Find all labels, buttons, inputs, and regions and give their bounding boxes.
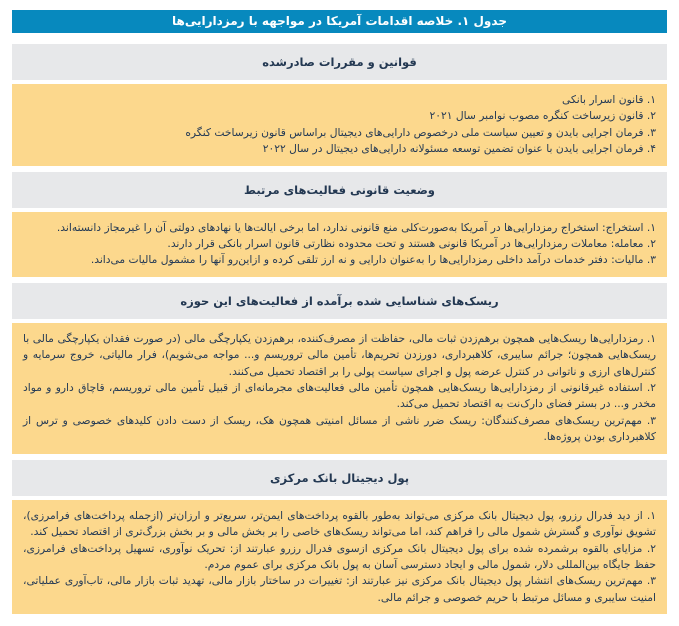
section-body-cbdc [12,500,667,614]
list-item: ۱. قانون اسرار بانکی [561,93,656,106]
section-body-identified-risks [12,323,667,454]
list-item: ۲. مزایای بالقوه برشمرده شده برای پول دیجیتال بانک مرکزی ازسوی فدرال رزرو عبارتند از: تحریک نوآوری، تسهیل پرداخت‌های فرامرزی، حفظ جایگاه بین‌المللی دلار، شمول مالی و ایجاد دسترسی آسان به پول بانک مرکزی برای عموم مردم. [23,541,656,571]
section-header-identified-risks: ریسک‌های شناسایی شده برآمده از فعالیت‌های این حوزه [12,283,667,319]
list-item: ۱. استخراج: استخراج رمزدارایی‌ها در آمریکا به‌صورت‌کلی منع قانونی ندارد، اما برخی ایالت‌ها یا نهادهای دولتی آن را غیرمجاز دانسته‌اند. [56,220,656,234]
section-legal-status [12,172,667,277]
section-identified-risks [12,283,667,454]
section-body-issued-laws [12,84,667,166]
list-item: ۴. فرمان اجرایی بایدن با عنوان تضمین توسعه مسئولانه دارایی‌های دیجیتال در سال ۲۰۲۲ [262,142,656,156]
section-header-legal-status: وضعیت قانونی فعالیت‌های مرتبط [12,172,667,208]
list-item: ۳. مهم‌ترین ریسک‌های انتشار پول دیجیتال بانک مرکزی نیز عبارتند از: تغییرات در ساختار بازار مالی، تهدید ثبات بازار مالی، تاب‌آوری عملیاتی، امنیت سایبری و مسائل مرتبط با حریم خصوصی و جرائم مالی. [23,574,656,604]
list-item: ۲. استفاده غیرقانونی از رمزدارایی‌ها ریسک‌هایی همچون تأمین مالی فعالیت‌های مجرمانه‌ای از قبیل تأمین مالی تروریسم، قاچاق دارو و مواد مخدر و... در بستر فضای دارک‌نت به اقتصاد تحمیل می‌کند. [23,381,656,411]
list-item: ۲. قانون زیرساخت کنگره مصوب نوامبر سال ۲۰۲۱ [429,109,656,123]
list-item: ۳. مالیات: دفتر خدمات درآمد داخلی رمزدارایی‌ها را به‌عنوان دارایی و نه ارز تلقی کرده و ازاین‌رو آنها را مشمول مالیات می‌داند. [90,253,656,267]
table-title: جدول ۱. خلاصه اقدامات آمریکا در مواجهه با رمزدارایی‌ها [12,10,667,33]
list-item: ۳. فرمان اجرایی بایدن و تعیین سیاست ملی درخصوص دارایی‌های دیجیتال براساس قانون زیرساخت کنگره [185,125,656,139]
list-item: ۲. معامله: معاملات رمزدارایی‌ها در آمریکا قانونی هستند و تحت محدوده نظارتی قانون اسرار بانکی قرار دارند. [167,237,656,251]
section-header-issued-laws: قوانین و مقررات صادرشده [12,44,667,80]
list-item: ۳. مهم‌ترین ریسک‌های مصرف‌کنندگان: ریسک ضرر ناشی از مسائل امنیتی همچون هک، ریسک از دست دادن کلیدهای خصوصی و ترس از کلاهبرداری بودن پروژه‌ها. [23,413,656,444]
section-issued-laws [12,44,667,166]
list-item: ۱. رمزدارایی‌ها ریسک‌هایی همچون برهم‌زدن ثبات مالی، حفاظت از مصرف‌کننده، برهم‌زدن یکپارچگی مالی (در صورت فقدان یکپارچگی مالی با ریسک‌هایی همچون؛ جرائم سایبری، کلاهبرداری، دورزدن تحریم‌ها، تأمین مالی تروریسم و... مواجه می‌شویم)، فرار مالیاتی، خروج سرمایه و کنترل‌های ارزی و ناتوانی در کنترل عرضه پول و اجرای سیاست پولی را بر اقتصاد تحمیل می‌کنند. [23,331,656,378]
list-item: ۱. از دید فدرال رزرو، پول دیجیتال بانک مرکزی می‌تواند به‌طور بالقوه پرداخت‌های ایمن‌تر، سریع‌تر و ارزان‌تر (ازجمله پرداخت‌های فرامرزی)، تشویق نوآوری و گسترش شمول مالی را فراهم کند، اما می‌تواند ریسک‌های خاصی را بر بخش مالی و بر بخش بزرگ‌تری از اقتصاد تحمیل کند. [23,508,656,539]
section-header-cbdc: پول دیجیتال بانک مرکزی [12,460,667,496]
section-body-legal-status [12,212,667,277]
section-cbdc [12,460,667,614]
